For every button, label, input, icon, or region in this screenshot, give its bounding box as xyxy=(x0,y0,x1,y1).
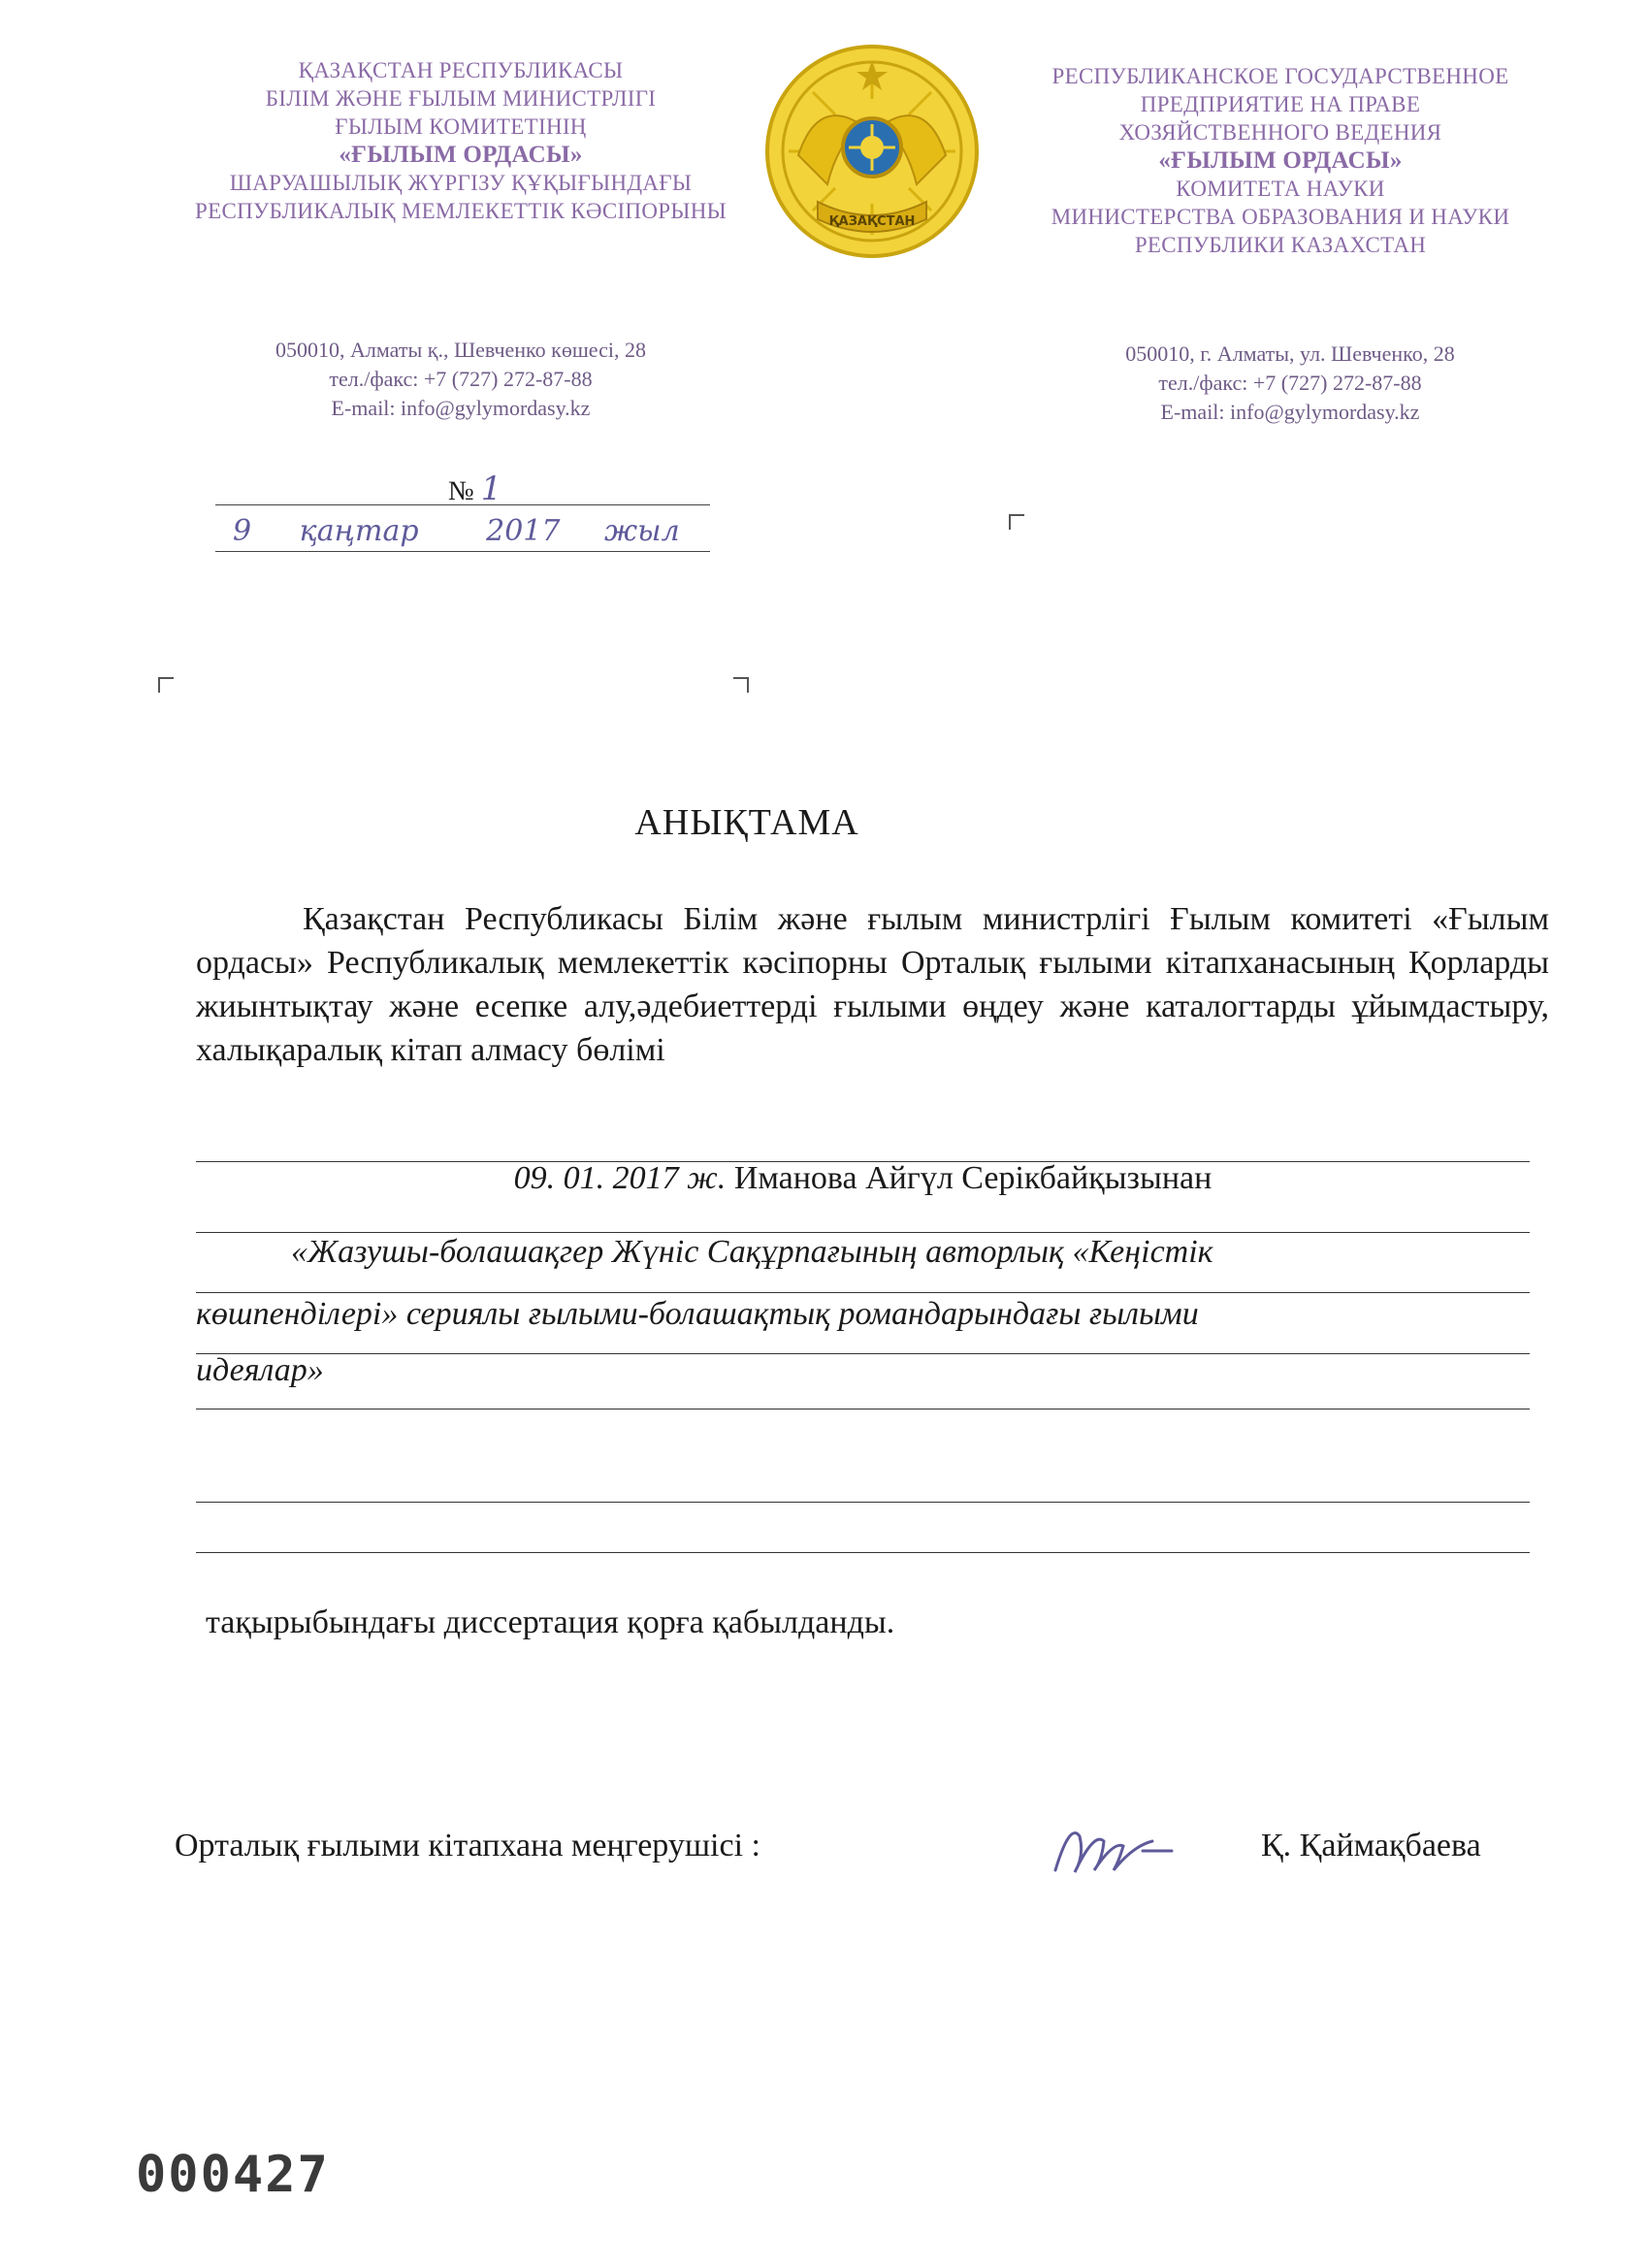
reg-date-day: 9 xyxy=(233,514,252,548)
form-rule xyxy=(196,1232,1530,1233)
letterhead-ru-line7: РЕСПУБЛИКИ КАЗАХСТАН xyxy=(1134,233,1427,257)
address-ru-email: E-mail: info@gylymordasy.kz xyxy=(1160,400,1420,424)
letterhead-ru xyxy=(1009,62,1552,259)
letterhead-ru-line2: ПРЕДПРИЯТИЕ НА ПРАВЕ xyxy=(1140,92,1421,116)
reg-date xyxy=(233,514,718,548)
letterhead-kz-line4: «ҒЫЛЫМ ОРДАСЫ» xyxy=(339,142,583,168)
kazakhstan-emblem-icon xyxy=(760,39,985,264)
letterhead-ru-line3: ХОЗЯЙСТВЕННОГО ВЕДЕНИЯ xyxy=(1118,120,1442,145)
letterhead-kz xyxy=(146,56,776,225)
conclusion-text: тақырыбындағы диссертация қорға қабылданды. xyxy=(206,1604,895,1640)
letterhead-kz-line2: БІЛІМ ЖӘНЕ ҒЫЛЫМ МИНИСТРЛІГІ xyxy=(265,86,657,111)
corner-mark xyxy=(158,677,174,693)
form-rule xyxy=(196,1552,1530,1553)
form-rule xyxy=(196,1502,1530,1503)
letterhead-kz-line3: ҒЫЛЫМ КОМИТЕТІНІҢ xyxy=(335,114,587,139)
reg-date-suffix: жыл xyxy=(604,514,680,548)
person-name: Иманова Айгүл Серікбайқызынан xyxy=(733,1160,1212,1196)
letterhead-ru-line1: РЕСПУБЛИКАНСКОЕ ГОСУДАРСТВЕННОЕ xyxy=(1051,64,1509,88)
letterhead-kz-line1: ҚАЗАҚСТАН РЕСПУБЛИКАСЫ xyxy=(298,58,624,82)
topic-line-3: идеялар» xyxy=(196,1352,324,1388)
emblem-label: ҚАЗАҚСТАН xyxy=(828,214,916,229)
address-ru-street: 050010, г. Алматы, ул. Шевченко, 28 xyxy=(1125,341,1455,366)
reg-date-year: 2017 xyxy=(486,514,561,548)
reg-number-value: 1 xyxy=(480,470,502,508)
date-person-line xyxy=(196,1160,1530,1197)
address-kz xyxy=(184,336,737,423)
topic-line-1: «Жазушы-болашақгер Жүніс Сақұрпағының авторлық «Кеңістік xyxy=(291,1234,1213,1270)
address-ru xyxy=(1038,340,1542,427)
address-kz-phone: тел./факс: +7 (727) 272-87-88 xyxy=(329,367,593,391)
reg-number-label: № xyxy=(448,476,474,506)
address-kz-email: E-mail: info@gylymordasy.kz xyxy=(331,396,591,420)
signature-mark xyxy=(1046,1802,1181,1890)
address-kz-street: 050010, Алматы қ., Шевченко көшесі, 28 xyxy=(275,338,646,362)
letterhead-kz-line5: ШАРУАШЫЛЫҚ ЖҮРГІЗУ ҚҰҚЫҒЫНДАҒЫ xyxy=(229,171,693,195)
document-number: 000427 xyxy=(136,2146,330,2204)
document-title: АНЫҚТАМА xyxy=(634,802,859,843)
date-italic: 09. 01. 2017 ж. xyxy=(513,1160,727,1196)
letterhead-ru-line4: «ҒЫЛЫМ ОРДАСЫ» xyxy=(1158,147,1403,174)
body-paragraph: Қазақстан Республикасы Білім және ғылым министрлігі Ғылым комитеті «Ғылым ордасы» Республикалық мемлекеттік кәсіпорны Орталық ғылыми кітапханасының Қорларды жиынтықтау және есепке алу,әдебиеттерді ғылыми өңдеу және каталогтарды ұйымдастыру, халықаралық кітап алмасу бөлімі xyxy=(196,901,1549,1068)
letterhead-ru-line5: КОМИТЕТА НАУКИ xyxy=(1176,177,1385,201)
topic-line-2: көшпенділері» сериялы ғылыми-болашақтық романдарындағы ғылыми xyxy=(196,1296,1199,1332)
corner-mark xyxy=(733,677,749,693)
signature-label: Орталық ғылыми кітапхана меңгерушісі : xyxy=(175,1828,760,1863)
letterhead-ru-line6: МИНИСТЕРСТВА ОБРАЗОВАНИЯ И НАУКИ xyxy=(1051,205,1510,229)
reg-number xyxy=(448,470,501,508)
address-ru-phone: тел./факс: +7 (727) 272-87-88 xyxy=(1158,371,1422,395)
signatory-name: Қ. Қаймақбаева xyxy=(1261,1828,1481,1863)
form-rule xyxy=(196,1292,1530,1293)
letterhead-kz-line6: РЕСПУБЛИКАЛЫҚ МЕМЛЕКЕТТІК КӘСІПОРЫНЫ xyxy=(195,199,727,223)
reg-date-month: қаңтар xyxy=(299,514,419,548)
corner-mark xyxy=(1009,514,1024,530)
